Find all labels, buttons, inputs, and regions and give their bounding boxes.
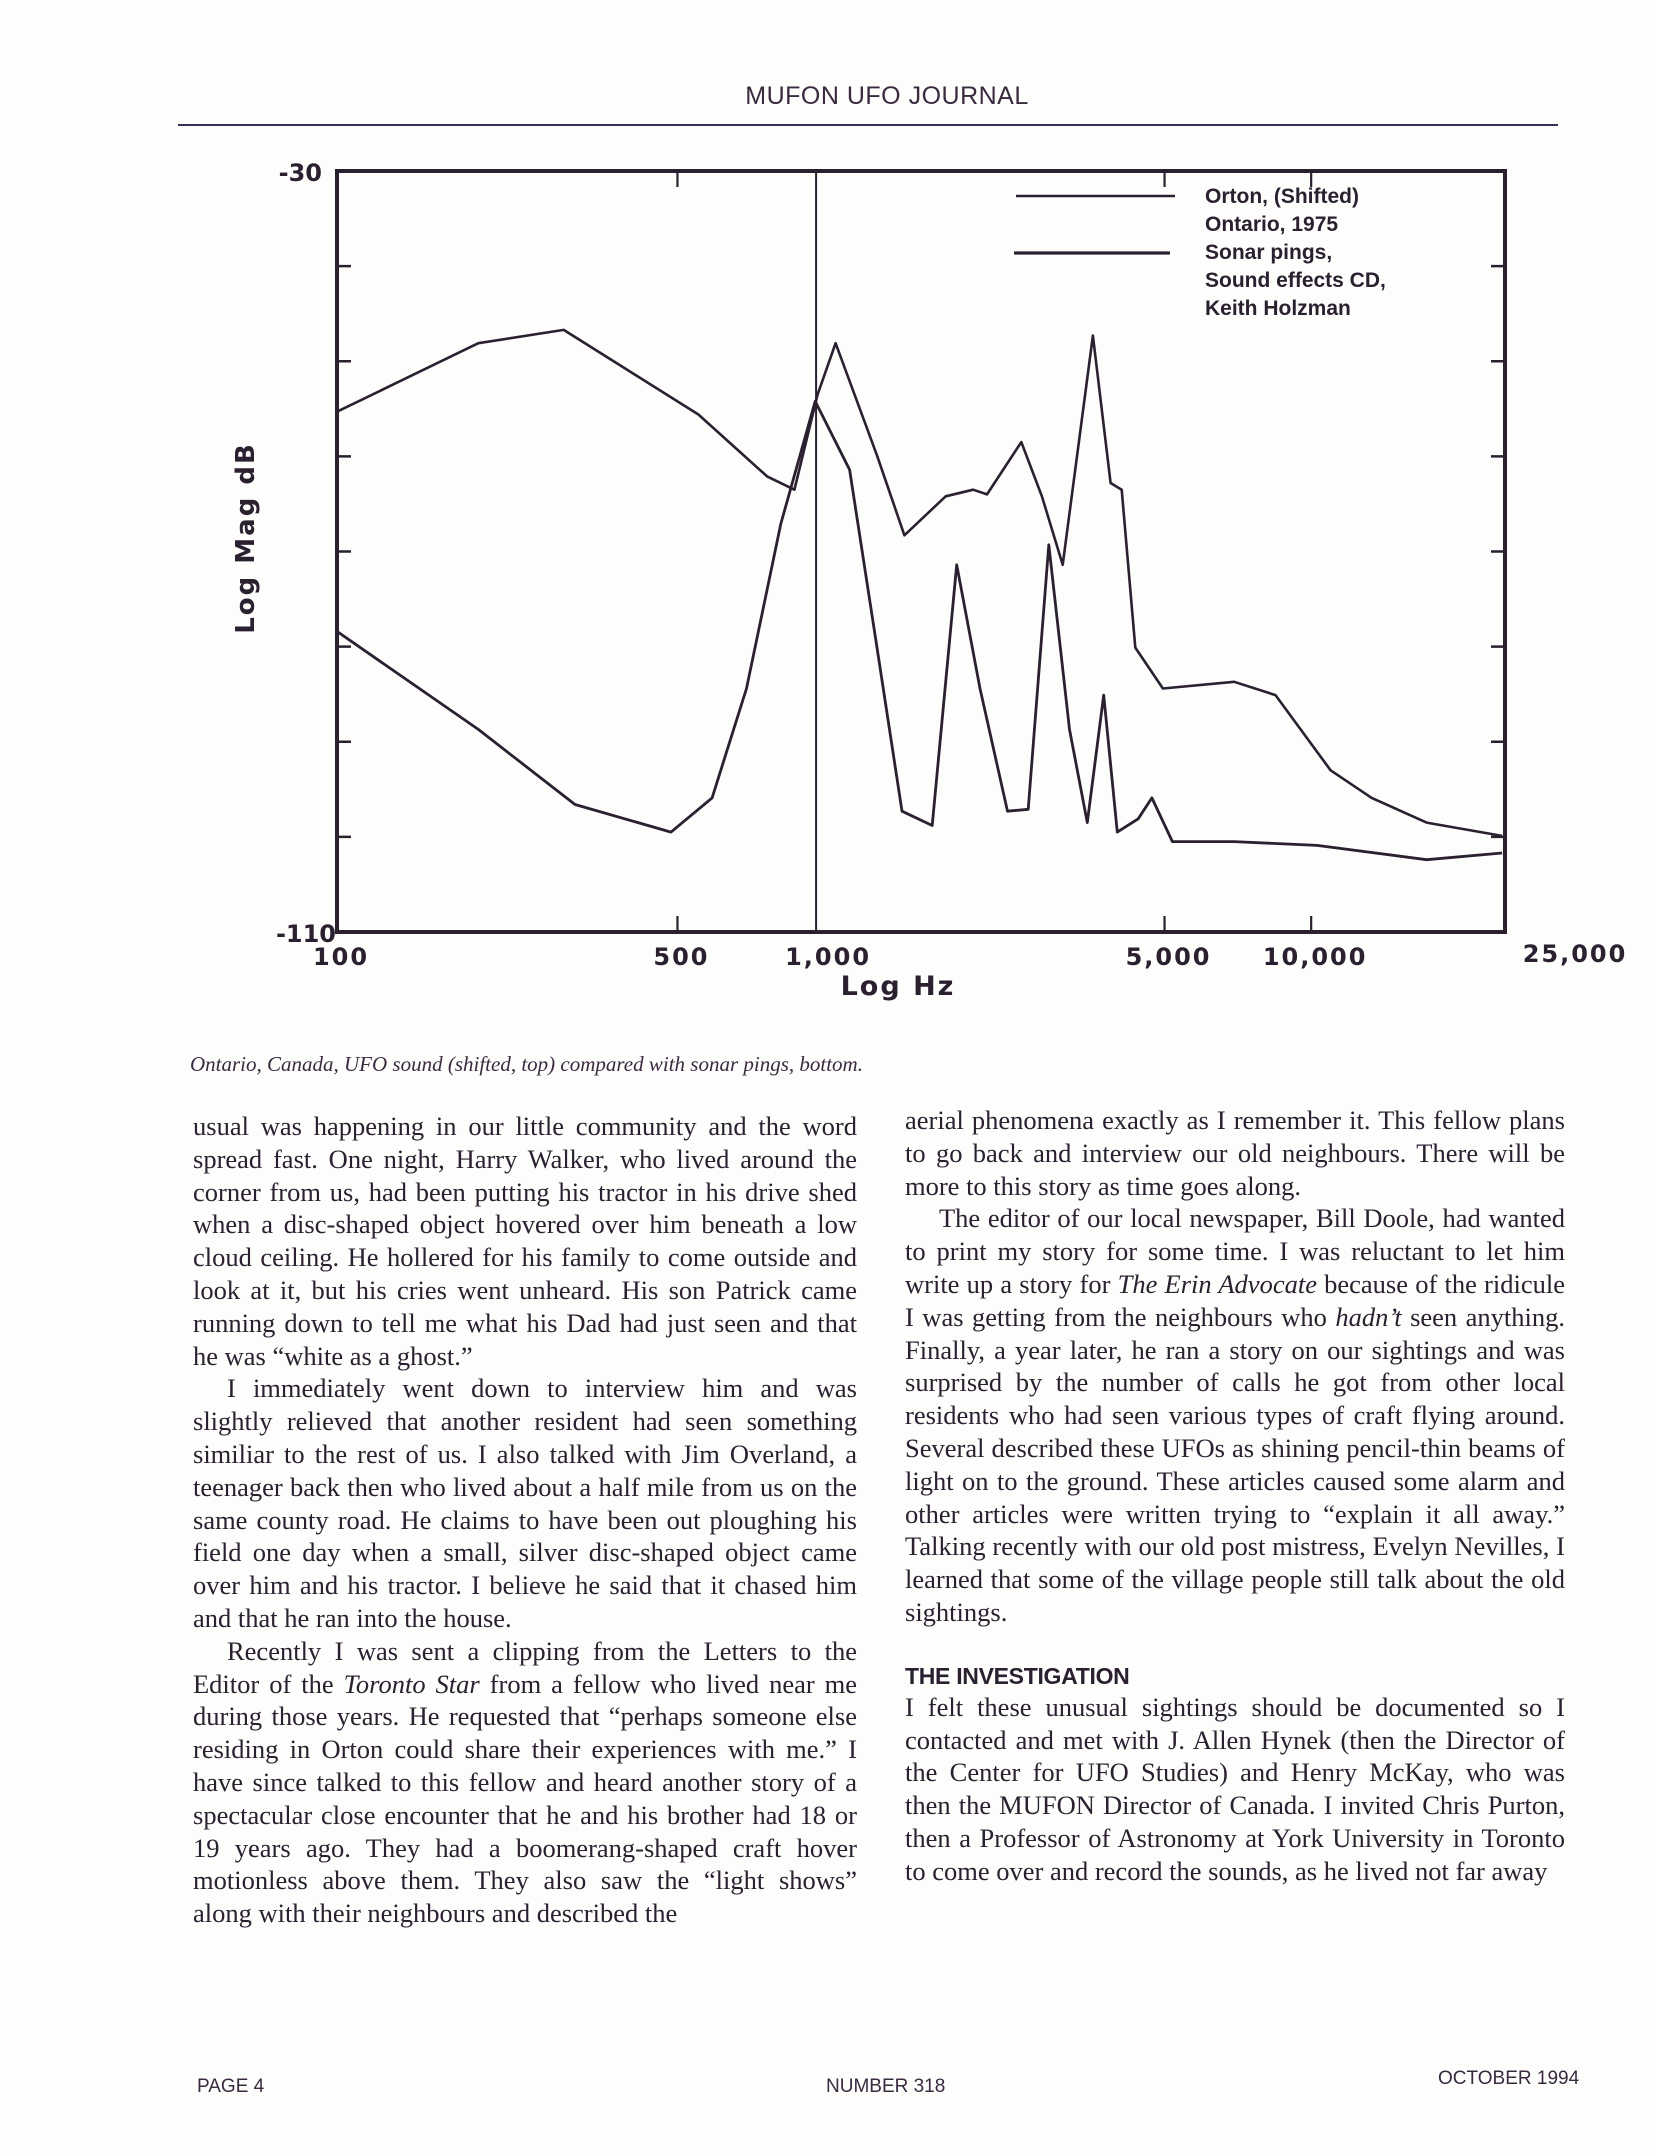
x-tick-label: 5,000 [1125,943,1212,971]
x-tick-label: 100 [312,943,370,971]
legend-orton-line1: Orton, (Shifted) [1205,185,1359,208]
legend-orton-line2: Ontario, 1975 [1205,213,1339,236]
spectrum-chart [0,0,1654,1060]
legend-sonar-line2: Sound effects CD, [1205,269,1386,292]
paragraph: usual was happening in our little community and the word spread fast. One night, Harry Walker, who lived around the corner from us, had been putting his tractor in his drive shed when a disc-shaped object hovered over him beneath a low cloud ceiling. He hollered for his family to come outside and look at it, but his cries went unheard. His son Patrick came running down to tell me what his Dad had just seen and that he was “white as a ghost.” [193,1111,857,1371]
publication-name: Toronto Star [343,1668,480,1699]
y-tick-label-top: -30 [278,159,322,187]
article-column-left [193,1110,857,1930]
paragraph: aerial phenomena exactly as I remember it. This fellow plans to go back and interview our old neighbours. There will be more to this story as time goes along. [905,1105,1565,1201]
legend [1014,185,1386,320]
series-orton-shifted [337,330,1502,836]
paragraph: The editor of our local newspaper, Bill Doole, had wanted to print my story for some time. I was reluctant to let him write up a story for The Erin Advocate because of the ridicule I was getting from the neighbours who hadn’t seen anything. Finally, a year later, he ran a story on our sightings and was surprised by the number of calls he got from other local residents who had seen various types of craft flying around. Several described these UFOs as shining pencil-thin beams of light on to the ground. These articles caused some alarm and other articles were written trying to “explain it all away.” Talking recently with our old post mistress, Evelyn Nevilles, I learned that some of the village people still talk about the old sightings. [905,1203,1565,1627]
x-tick-label: 1,000 [785,943,872,971]
y-tick-label-bottom: -110 [275,920,336,948]
x-tick-label: 10,000 [1262,943,1368,971]
chart-canvas [0,0,1654,1060]
publication-name: The Erin Advocate [1117,1268,1317,1299]
legend-sonar-line1: Sonar pings, [1205,241,1333,264]
emphasis: hadn’t [1335,1301,1402,1332]
x-axis-label: Log Hz [840,971,956,1002]
x-tick-labels [313,940,1627,971]
y-axis-ticks [337,266,1505,837]
series-sonar-pings [337,401,1502,860]
legend-sonar-line3: Keith Holzman [1205,297,1351,320]
x-tick-label: 25,000 [1522,940,1628,968]
page-number: PAGE 4 [197,2076,265,2097]
y-axis-label: Log Mag dB [231,442,261,634]
paragraph: Recently I was sent a clipping from the Letters to the Editor of the Toronto Star from a fellow who lived near me during those years. He requested that “perhaps someone else residing in Orton could share their experiences with me.” I have since talked to this fellow and heard another story of a spectacular close encounter that he and his brother had 18 or 19 years ago. They had a boomerang-shaped craft hover motionless above them. They also saw the “light shows” along with their neighbours and described the [193,1635,858,1929]
paragraph: I felt these unusual sightings should be documented so I contacted and met with J. Allen Hynek (then the Director of the Center for UFO Studies) and Henry McKay, who was then the MUFON Director of Canada. I invited Chris Purton, then a Professor of Astronomy at York University in Toronto to come over and record the sounds, as he lived not far away [905,1691,1565,1886]
issue-number: NUMBER 318 [826,2076,946,2097]
article-column-right [905,1104,1565,1888]
issue-date: OCTOBER 1994 [1438,2068,1580,2089]
paragraph: I immediately went down to interview him and was slightly relieved that another resident had seen something similiar to the rest of us. I also talked with Jim Overland, a teenager back then who lived about a half mile from us on the same county road. He claims to have been out ploughing his field one day when a small, silver disc-shaped object came over him and his tractor. I believe he said that it chased him and that he ran into the house. [193,1373,857,1633]
journal-title: MUFON UFO JOURNAL [745,82,1029,110]
x-tick-label: 500 [653,943,710,971]
figure-caption: Ontario, Canada, UFO sound (shifted, top) compared with sonar pings, bottom. [190,1052,863,1076]
section-heading: THE INVESTIGATION [905,1662,1130,1689]
